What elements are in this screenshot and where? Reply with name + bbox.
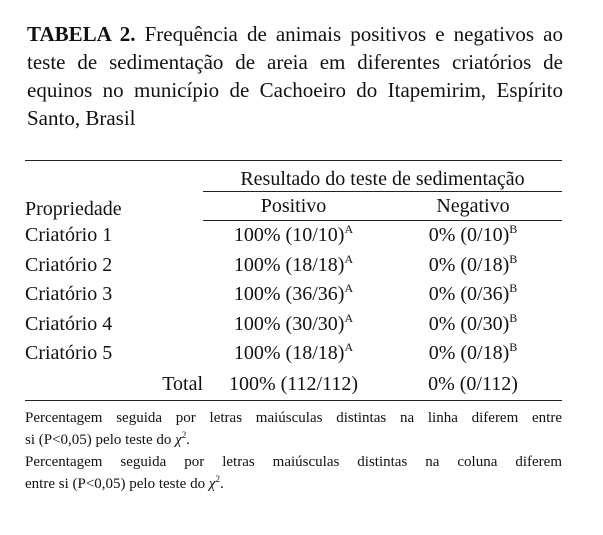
cell-positive: 100% $(18/18)^A$ bbox=[233, 251, 354, 276]
cell-negative: 0% $(0/18)^B$ bbox=[428, 251, 518, 276]
caption-line-3: equinos no município de Cachoeiro do Itapemirim, Espírito bbox=[27, 78, 563, 102]
table-header-row-1 bbox=[25, 161, 562, 192]
row-name: Criatório 3 bbox=[25, 283, 113, 306]
column-group-header: Resultado do teste de sedimentação bbox=[203, 161, 562, 192]
total-negative: 0% (0/112) bbox=[384, 369, 562, 401]
cell-negative: 0% $(0/18)^B$ bbox=[428, 340, 518, 365]
caption-line-4: Santo, Brasil bbox=[27, 106, 136, 130]
column-header-positive: Positivo bbox=[203, 192, 384, 221]
table-row bbox=[25, 310, 562, 340]
caption-label: TABELA 2. bbox=[27, 22, 136, 46]
row-name: Criatório 2 bbox=[25, 253, 113, 276]
table-row bbox=[25, 251, 562, 281]
row-name: Criatório 1 bbox=[25, 224, 113, 246]
cell-negative: 0% $(0/10)^B$ bbox=[428, 222, 518, 247]
table-total-row bbox=[25, 369, 562, 401]
table-row bbox=[25, 221, 562, 251]
chi-square-symbol: χ bbox=[208, 476, 216, 492]
footnote-1-line-2: si (P<0,05) pelo teste do $\chi^2$. bbox=[25, 430, 190, 448]
table-row bbox=[25, 339, 562, 369]
column-header-negative: Negativo bbox=[384, 192, 562, 221]
caption-text-1: Frequência de animais positivos e negativos ao bbox=[144, 22, 563, 46]
table-footnotes bbox=[25, 407, 562, 495]
total-positive: 100% (112/112) bbox=[203, 369, 384, 401]
cell-positive: 100% $(10/10)^A$ bbox=[233, 222, 354, 247]
caption-line-1 bbox=[27, 20, 563, 48]
results-table bbox=[25, 160, 562, 401]
cell-positive: 100% $(18/18)^A$ bbox=[233, 340, 354, 365]
row-name: Criatório 4 bbox=[25, 312, 113, 335]
row-name: Criatório 5 bbox=[25, 342, 113, 365]
cell-negative: 0% $(0/30)^B$ bbox=[428, 310, 518, 335]
cell-positive: 100% $(36/36)^A$ bbox=[233, 281, 354, 306]
chi-square-symbol: χ bbox=[175, 432, 182, 448]
column-header-property: Propriedade bbox=[25, 197, 122, 220]
footnote-2-line-1: Percentagem seguida por letras maiúsculas distintas na coluna diferem bbox=[25, 454, 562, 470]
cell-positive: 100% $(30/30)^A$ bbox=[233, 310, 354, 335]
footnote-2-line-2: entre si (P<0,05) pelo teste do $\chi^2$. bbox=[25, 474, 224, 492]
cell-negative: 0% $(0/36)^B$ bbox=[428, 281, 518, 306]
table-caption bbox=[27, 20, 563, 132]
footnote-1-line-1: Percentagem seguida por letras maiúsculas distintas na linha diferem entre bbox=[25, 410, 562, 426]
caption-line-2: teste de sedimentação de areia em diferentes criatórios de bbox=[27, 50, 563, 74]
total-label: Total bbox=[25, 369, 203, 401]
table-row bbox=[25, 280, 562, 310]
